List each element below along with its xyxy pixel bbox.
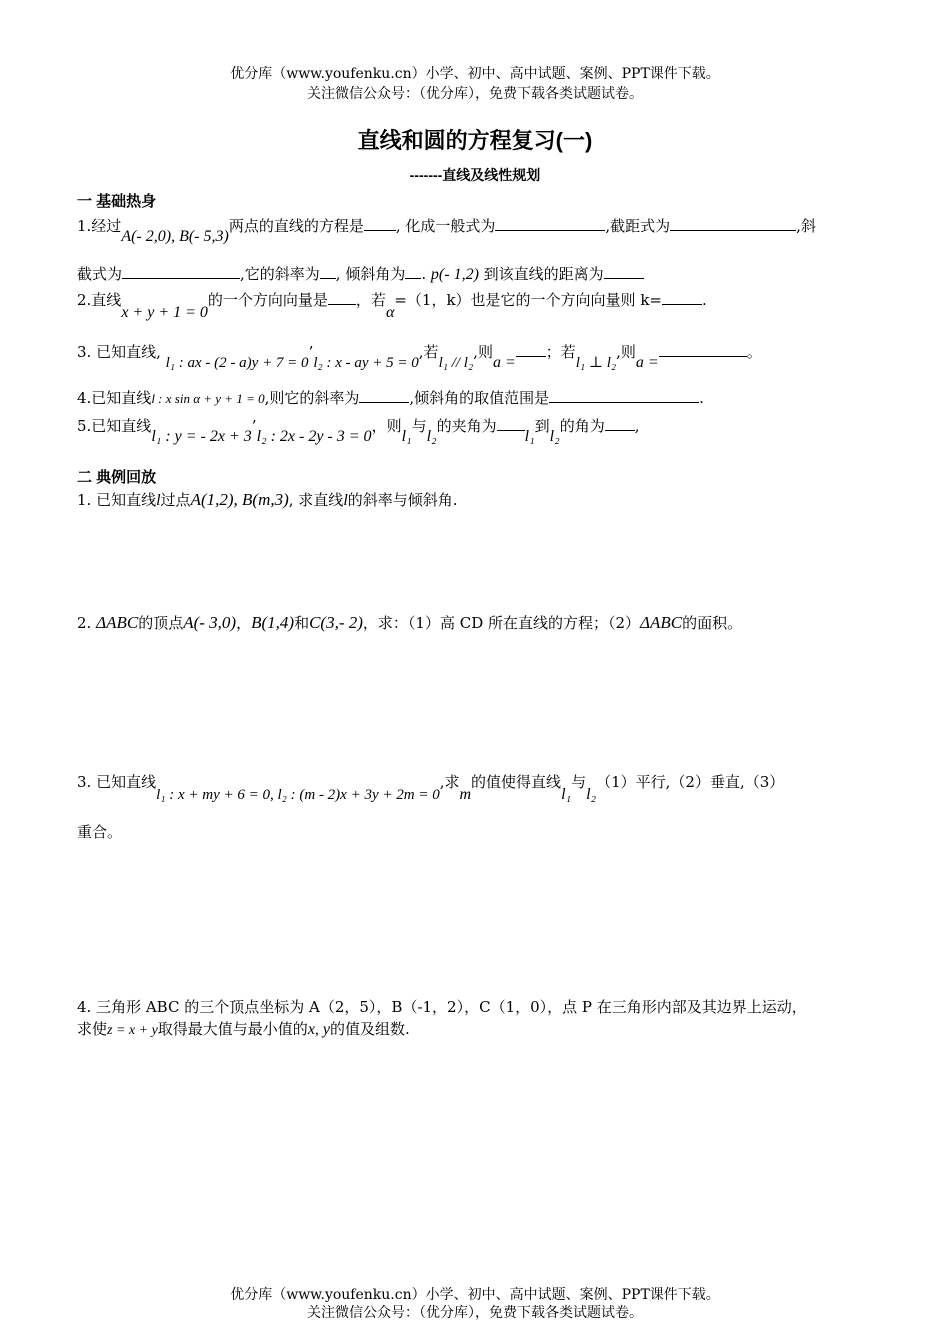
page-title: 直线和圆的方程复习(一) <box>357 128 593 153</box>
question-1-line1 <box>77 216 816 245</box>
answer-blank[interactable] <box>659 342 747 357</box>
p2-part-a: 的顶点 <box>138 614 184 632</box>
answer-blank[interactable] <box>516 342 546 357</box>
answer-blank[interactable] <box>605 416 635 431</box>
q2-part-d: . <box>701 291 707 309</box>
p3-math-m: m <box>459 786 472 803</box>
answer-blank[interactable] <box>549 388 699 403</box>
p3-part-b: 的值使得直线 <box>471 773 562 791</box>
p4-math-z: z = x + y <box>107 1023 158 1038</box>
page-header-line1: 优分库（www.youfenku.cn）小学、初中、高中试题、案例、PPT课件下载。 <box>230 66 720 82</box>
question-4 <box>77 388 704 409</box>
q2-math-line: x + y + 1 = 0 <box>121 304 208 321</box>
q5-part-d: 到 <box>534 417 550 435</box>
p2-math-triangle-2: ΔABC <box>640 613 683 632</box>
answer-blank[interactable] <box>359 388 409 403</box>
p4-part-a: 取得最大值与最小值的 <box>157 1020 308 1038</box>
answer-blank[interactable] <box>405 264 421 279</box>
p1-prefix: 1. 已知直线 <box>77 491 157 509</box>
q4-prefix: 4.已知直线 <box>77 389 152 407</box>
p2-math-c: C(3,- 2) <box>309 613 363 632</box>
q5-part-a: ，则 <box>371 417 402 435</box>
p2-part-d: ，求：（1）高 CD 所在直线的方程；（2） <box>362 614 641 632</box>
q5-math-l1: l₁ : y = - 2x + 3 <box>151 428 252 445</box>
page-footer-line1: 优分库（www.youfenku.cn）小学、初中、高中试题、案例、PPT课件下载。 <box>230 1287 720 1303</box>
problem-3-line2: 重合。 <box>77 823 123 841</box>
p2-math-a: A(- 3,0) <box>183 613 237 632</box>
answer-blank[interactable] <box>364 216 396 231</box>
page-subtitle: -------直线及线性规划 <box>409 167 541 183</box>
question-3 <box>77 342 762 371</box>
answer-blank[interactable] <box>604 264 644 279</box>
page-footer-line2: 关注微信公众号：（优分库），免费下载各类试题试卷。 <box>307 1305 643 1321</box>
p3-math-l2: l₂ <box>586 786 597 803</box>
q3-prefix: 3. 已知直线, <box>77 343 161 361</box>
q4-math-line: l : x sin α + y + 1 = 0 <box>151 391 265 406</box>
q3-part-b: ,则 <box>473 343 493 361</box>
q1-math-points: A(- 2,0), B(- 5,3) <box>121 228 229 245</box>
q1-part-d: ,斜 <box>796 217 816 235</box>
q5-part-f: , <box>634 417 640 435</box>
q5-math-l2b: l₂ <box>426 428 437 445</box>
p2-math-triangle: ΔABC <box>96 613 139 632</box>
q1-line2-b: ,它的斜率为 <box>240 265 320 283</box>
q3-math-perp: l₁ ⊥ l₂ <box>575 355 617 371</box>
p2-prefix: 2. <box>77 614 92 632</box>
q3-part-c: ；若 <box>545 343 576 361</box>
q1-part-a: 两点的直线的方程是 <box>228 217 364 235</box>
q3-math-a2: a = <box>635 354 659 371</box>
q3-sep: ’ <box>308 343 314 361</box>
q5-prefix: 5.已知直线 <box>77 417 152 435</box>
section-heading-examples: 二 典例回放 <box>77 469 157 486</box>
q3-math-l1: l₁ : ax - (2 - a)y + 7 = 0 <box>165 355 309 371</box>
p3-math-lines: l₁ : x + my + 6 = 0, l₂ : (m - 2)x + 3y + 2m = 0 <box>156 787 440 803</box>
q1-line2-a: 截式为 <box>77 265 123 283</box>
problem-1 <box>77 490 458 511</box>
q5-math-l2c: l₂ <box>549 428 560 445</box>
q5-part-b: 与 <box>411 417 427 435</box>
answer-blank[interactable] <box>497 416 525 431</box>
q5-math-l2: l₂ : 2x - 2y - 3 = 0 <box>256 428 372 445</box>
q3-part-d: ,则 <box>616 343 636 361</box>
q2-math-alpha: α <box>385 304 395 321</box>
p1-math-l2: l <box>343 492 348 509</box>
answer-blank[interactable] <box>320 264 336 279</box>
problem-3-line1 <box>77 772 785 803</box>
q5-sep: ’ <box>251 417 257 435</box>
p4-part-b: 的值及组数. <box>330 1020 410 1038</box>
p2-part-e: 的面积。 <box>682 614 743 632</box>
question-5 <box>77 416 640 445</box>
q4-part-b: ,倾斜角的取值范围是 <box>409 389 550 407</box>
q1-line2-d: . <box>421 265 427 283</box>
q4-part-c: . <box>699 389 704 407</box>
q3-part-a: ,若 <box>418 343 439 361</box>
q1-line2-c: , 倾斜角为 <box>335 265 406 283</box>
p2-math-b: B(1,4) <box>251 613 295 632</box>
q1-prefix: 1.经过 <box>77 217 122 235</box>
p1-math-points: A(1,2), B(m,3) <box>190 490 289 509</box>
p1-part-a: 过点 <box>160 491 191 509</box>
p1-math-l: l <box>156 492 161 509</box>
p4-math-xy: x, y <box>307 1021 331 1038</box>
q1-line2-e: 到该直线的距离为 <box>483 265 604 283</box>
q3-part-e: 。 <box>746 343 762 361</box>
p3-part-d: （1）平行,（2）垂直,（3） <box>596 773 785 791</box>
problem-2 <box>77 613 742 633</box>
page-header-line2: 关注微信公众号：（优分库），免费下载各类试题试卷。 <box>307 86 643 102</box>
p3-part-a: ,求 <box>439 773 460 791</box>
q1-part-b: , 化成一般式为 <box>395 217 496 235</box>
p2-part-b: ， <box>236 614 252 632</box>
q2-part-c: =（1，k）也是它的一个方向向量则 k= <box>394 291 662 309</box>
p4-prefix: 求使 <box>77 1020 108 1038</box>
question-2 <box>77 290 707 321</box>
q3-math-a1: a = <box>492 354 516 371</box>
q4-part-a: ,则它的斜率为 <box>264 389 360 407</box>
answer-blank[interactable] <box>662 290 702 305</box>
q2-part-b: ，若 <box>355 291 386 309</box>
question-1-line2 <box>77 264 644 285</box>
p1-part-c: 的斜率与倾斜角. <box>347 491 458 509</box>
answer-blank[interactable] <box>328 290 356 305</box>
q2-part-a: 的一个方向向量是 <box>207 291 328 309</box>
q5-part-e: 的角为 <box>559 417 605 435</box>
p3-math-l1: l₁ <box>561 786 572 803</box>
p3-part-c: 与 <box>571 773 587 791</box>
problem-4-line1: 4. 三角形 ABC 的三个顶点坐标为 A（2，5），B（-1，2），C（1，0），点 P 在三角形内部及其边界上运动， <box>77 998 807 1016</box>
q2-prefix: 2.直线 <box>77 291 122 309</box>
q3-math-l2: l₂ : x - ay + 5 = 0 <box>313 355 419 371</box>
answer-blank[interactable] <box>495 216 605 231</box>
q5-part-c: 的夹角为 <box>436 417 497 435</box>
p3-prefix: 3. 已知直线 <box>77 773 157 791</box>
q1-part-c: ,截距式为 <box>605 217 671 235</box>
section-heading-basics: 一 基础热身 <box>77 193 157 210</box>
q3-math-parallel: l₁ // l₂ <box>438 355 474 371</box>
answer-blank[interactable] <box>670 216 796 231</box>
q1-math-point-p: p(- 1,2) <box>430 266 479 283</box>
problem-4-line2 <box>77 1019 410 1041</box>
p2-part-c: 和 <box>294 614 310 632</box>
q5-math-l1b: l₁ <box>401 428 412 445</box>
p1-part-b: , 求直线 <box>288 491 344 509</box>
q5-math-l1c: l₁ <box>524 428 535 445</box>
answer-blank[interactable] <box>122 264 240 279</box>
